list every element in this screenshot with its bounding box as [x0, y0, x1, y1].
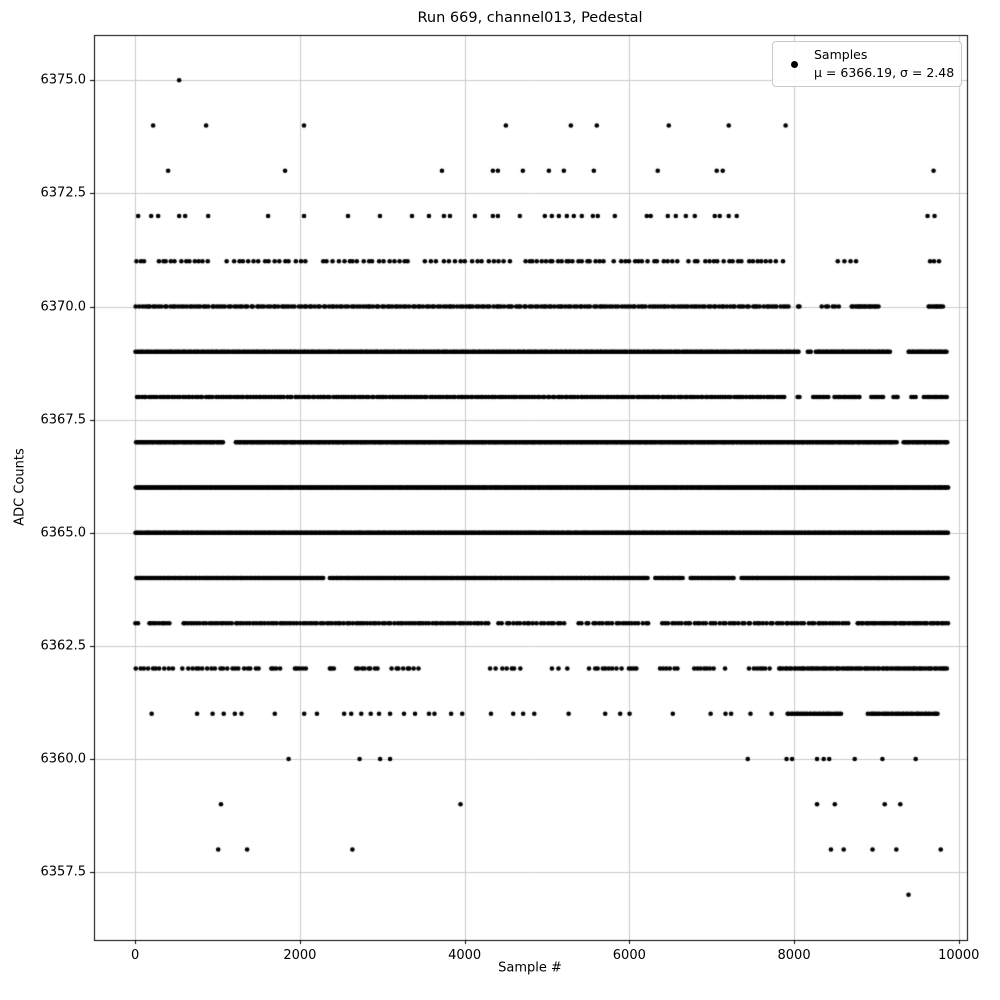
chart-title: Run 669, channel013, Pedestal	[417, 10, 643, 26]
y-tick-label: 6360.0	[40, 751, 86, 767]
legend	[772, 41, 962, 87]
y-tick-label: 6357.5	[40, 864, 86, 880]
y-tick-label: 6367.5	[40, 412, 86, 428]
legend-text	[814, 46, 954, 82]
x-tick-label: 8000	[777, 948, 811, 963]
legend-label-samples: Samples	[814, 46, 868, 62]
y-tick-label: 6370.0	[40, 299, 86, 314]
y-tick-label: 6362.5	[40, 638, 86, 654]
scatter-marker-icon	[791, 61, 798, 68]
x-axis-label: Sample #	[498, 960, 562, 976]
y-tick-label: 6375.0	[40, 72, 86, 88]
y-axis-label: ADC Counts	[12, 448, 28, 526]
x-tick-label: 0	[131, 948, 140, 963]
x-tick-label: 2000	[283, 948, 317, 963]
legend-label-stats: μ = 6366.19, σ = 2.48	[814, 65, 955, 80]
x-tick-label: 10000	[938, 948, 980, 963]
x-tick-label: 6000	[612, 948, 646, 963]
y-tick-label: 6372.5	[40, 185, 86, 201]
y-tick-label: 6365.0	[40, 525, 86, 541]
x-tick-label: 4000	[448, 948, 482, 963]
